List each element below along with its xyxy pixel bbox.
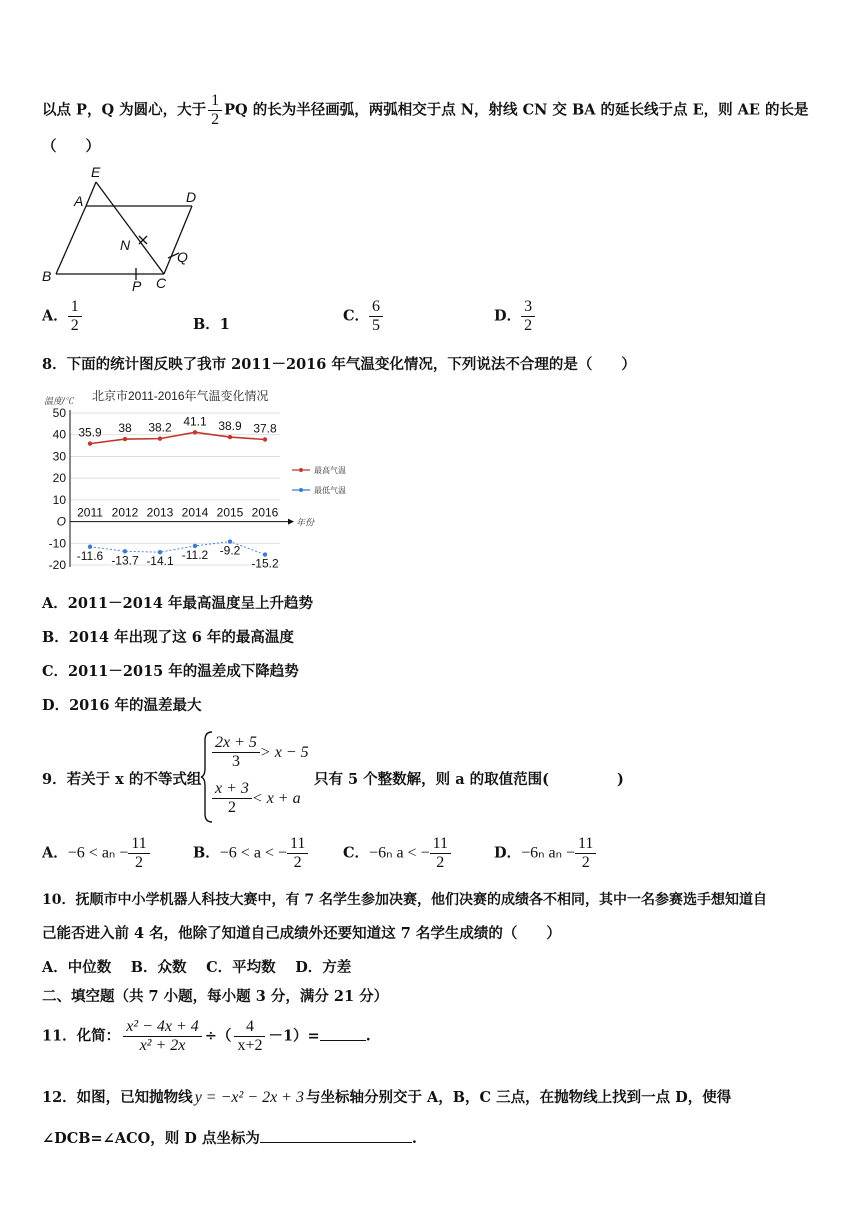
y-tick-label: -20: [48, 558, 66, 572]
x-axis-label: 年份: [296, 517, 315, 528]
q7-line1: [42, 92, 809, 129]
fraction-denominator: x² + 2x: [139, 1037, 186, 1054]
label-q: Q: [177, 249, 188, 265]
q8-stem: 8．下面的统计图反映了我市 2011－2016 年气温变化情况，下列说法不合理的是（ ）: [42, 356, 636, 373]
y-tick-label: 30: [52, 449, 66, 464]
data-label: -15.2: [251, 556, 279, 571]
segment-ae-extension: [86, 182, 96, 206]
chart-title: 北京市2011-2016年气温变化情况: [92, 389, 269, 403]
option-label: D．: [494, 307, 522, 325]
fraction-denominator: 2: [436, 854, 445, 871]
data-label: 38.2: [148, 420, 172, 435]
data-label: -11.2: [181, 547, 209, 562]
data-label: 38.9: [218, 419, 242, 434]
q11: [42, 1018, 371, 1055]
data-point: [228, 435, 232, 439]
section-heading-fill-in: 二、填空题（共 7 小题，每小题 3 分，满分 21 分）: [42, 988, 389, 1005]
option-fraction: [521, 298, 535, 335]
q7-parallelogram-figure: [38, 160, 208, 295]
fraction-numerator: 11: [287, 835, 308, 854]
option-label: B．: [193, 844, 220, 862]
option-label: C．: [343, 307, 370, 325]
temperature-line-chart: [40, 380, 360, 578]
ineq2-rhs: < x + a: [251, 790, 301, 807]
q10-line1: 10．抚顺市中小学机器人科技大赛中，有 7 名学生参加决赛，他们决赛的成绩各不相同，其中一名参赛选手想知道自: [42, 892, 767, 908]
q12-pre: 12．如图，已知抛物线: [42, 1089, 193, 1106]
q8-option-c: C．2011－2015 年的温差成下降趋势: [42, 663, 299, 680]
x-tick-label: 2014: [181, 505, 209, 520]
q9-inequality-1: [212, 734, 309, 771]
y-tick-label: 20: [52, 471, 66, 486]
data-label: 41.1: [183, 414, 207, 429]
fraction-numerator: x² − 4x + 4: [123, 1018, 202, 1037]
q12-formula: y = −x² − 2x + 3: [194, 1089, 304, 1106]
ineq1-rhs: > x − 5: [259, 744, 309, 761]
option-expr: −6 < aₙ −: [67, 844, 129, 862]
data-point: [88, 441, 92, 445]
q8-option-d: D．2016 年的温差最大: [42, 697, 202, 714]
q7-option-a: [42, 298, 82, 335]
option-label: C．: [343, 844, 370, 862]
data-label: -13.7: [111, 553, 139, 568]
q7-option-c: [343, 298, 383, 335]
q9-option-c: [343, 835, 451, 872]
q10-line2: 己能否进入前 4 名，他除了知道自己成绩外还要知道这 7 名学生成绩的（ ）: [42, 925, 561, 942]
ray-ce: [96, 182, 164, 274]
data-label: 38: [118, 421, 132, 436]
option-expr: −6 < a < −: [219, 844, 287, 862]
q12-post: 与坐标轴分别交于 A，B，C 三点，在抛物线上找到一点 D，使得: [305, 1089, 732, 1106]
q7-answer-paren: （ ）: [42, 138, 100, 155]
q12-line1: [42, 1086, 731, 1107]
series-line-max: [90, 432, 265, 443]
q9-option-b: [193, 835, 308, 872]
fraction-numerator: 11: [430, 835, 451, 854]
fraction-numerator: 11: [128, 835, 149, 854]
q9-close-paren: ): [617, 771, 624, 788]
x-axis-arrow: [288, 519, 294, 525]
q11-fraction-1: [123, 1018, 202, 1055]
ineq2-fraction: [212, 780, 252, 817]
segment-ba: [56, 206, 86, 274]
x-tick-label: 2015: [216, 505, 244, 520]
option-value: 1: [219, 316, 230, 333]
fraction-numerator: 4: [234, 1018, 265, 1037]
fraction-numerator: 11: [575, 835, 596, 854]
q10-options: A．中位数 B．众数 C．平均数 D．方差: [42, 959, 352, 976]
q11-answer-blank[interactable]: [320, 1040, 366, 1041]
option-fraction: [68, 298, 82, 335]
label-e: E: [91, 164, 101, 180]
fraction-denominator: 5: [372, 317, 381, 334]
option-fraction: [430, 835, 451, 872]
fraction-numerator: 1: [208, 92, 222, 111]
fraction-denominator: 2: [70, 317, 79, 334]
q8-option-a: A．2011－2014 年最高温度呈上升趋势: [42, 595, 314, 612]
q7-line1-pre: 以点 P，Q 为圆心，大于: [42, 101, 207, 119]
q9-prefix: 9．若关于 x 的不等式组: [42, 771, 202, 788]
legend-swatch-dot: [299, 488, 303, 492]
x-tick-label: 2012: [111, 505, 139, 520]
q7-line1-post: PQ 的长为半径画弧，两弧相交于点 N，射线 CN 交 BA 的延长线于点 E，则 AE 的长是: [224, 101, 809, 119]
option-expr: −6ₙ aₙ −: [521, 844, 575, 862]
q9-suffix-text: 只有 5 个整数解，则 a 的取值范围(: [314, 771, 550, 788]
data-label: 37.8: [253, 421, 277, 436]
fraction-denominator: 2: [227, 799, 236, 816]
y-tick-label: -10: [48, 536, 66, 551]
data-label: 35.9: [78, 425, 102, 440]
data-label: -11.6: [76, 548, 104, 563]
option-label: D．: [494, 844, 522, 862]
y-tick-label: O: [56, 514, 66, 529]
option-expr: −6ₙ a < −: [369, 844, 430, 862]
data-point: [263, 437, 267, 441]
fraction-numerator: 1: [68, 298, 82, 317]
fraction-numerator: 2x + 5: [212, 734, 260, 753]
fraction-denominator: 2: [524, 317, 533, 334]
fraction-denominator: 2: [211, 111, 220, 128]
option-label: A．: [42, 307, 68, 325]
option-label: B．: [193, 316, 220, 333]
q9-inequality-2: [212, 780, 301, 817]
q11-fraction-2: [234, 1018, 265, 1055]
x-tick-label: 2016: [251, 505, 279, 520]
fraction-denominator: 3: [231, 753, 240, 770]
q9-suffix: [314, 768, 624, 789]
chart-legend: [292, 465, 346, 495]
label-p: P: [132, 278, 142, 294]
data-point: [193, 430, 197, 434]
q8-option-b: B．2014 年出现了这 6 年的最高温度: [42, 629, 294, 646]
q7-option-d: [494, 298, 535, 335]
q12-answer-blank[interactable]: [260, 1142, 412, 1143]
data-point: [158, 436, 162, 440]
option-fraction: [287, 835, 308, 872]
label-b: B: [42, 268, 52, 284]
fraction-denominator: x+2: [237, 1037, 263, 1054]
q9-option-d: [494, 835, 596, 872]
legend-swatch-dot: [299, 468, 303, 472]
option-label: A．: [42, 844, 68, 862]
legend-label: 最高气温: [314, 466, 346, 475]
data-point: [123, 437, 127, 441]
data-label: -14.1: [146, 554, 174, 569]
data-label: -9.2: [219, 543, 241, 558]
q11-tail: －1）=: [268, 1027, 320, 1045]
fraction-denominator: 2: [581, 854, 590, 871]
option-fraction: [369, 298, 383, 335]
fraction-denominator: 2: [293, 854, 302, 871]
q9-option-a: [42, 835, 150, 872]
q11-divide: ÷（: [204, 1027, 232, 1045]
q11-prefix: 11．化简：: [42, 1027, 121, 1045]
label-c: C: [156, 275, 167, 291]
q12-line2-text: ∠DCB=∠ACO，则 D 点坐标为: [42, 1130, 260, 1147]
y-tick-label: 50: [52, 406, 66, 420]
fraction-numerator: x + 3: [212, 780, 252, 799]
label-d: D: [186, 189, 197, 205]
x-tick-label: 2013: [146, 505, 174, 520]
option-fraction: [575, 835, 596, 872]
q12-line2: [42, 1127, 417, 1148]
x-tick-label: 2011: [77, 505, 103, 520]
chart-marks: [77, 414, 279, 570]
fraction-denominator: 2: [135, 854, 144, 871]
fraction-numerator: 6: [369, 298, 383, 317]
q7-option-b: [193, 313, 230, 334]
q7-half-fraction: [208, 92, 222, 129]
option-fraction: [128, 835, 149, 872]
y-tick-label: 10: [52, 492, 66, 507]
chart-ylabel: 温度/℃: [44, 396, 74, 406]
fraction-numerator: 3: [521, 298, 535, 317]
q12-end: .: [411, 1130, 417, 1147]
label-a: A: [74, 193, 84, 209]
y-tick-label: 40: [52, 427, 66, 442]
label-n: N: [120, 237, 131, 253]
ineq1-fraction: [212, 734, 260, 771]
q11-end: .: [365, 1027, 371, 1045]
legend-label: 最低气温: [314, 486, 346, 495]
